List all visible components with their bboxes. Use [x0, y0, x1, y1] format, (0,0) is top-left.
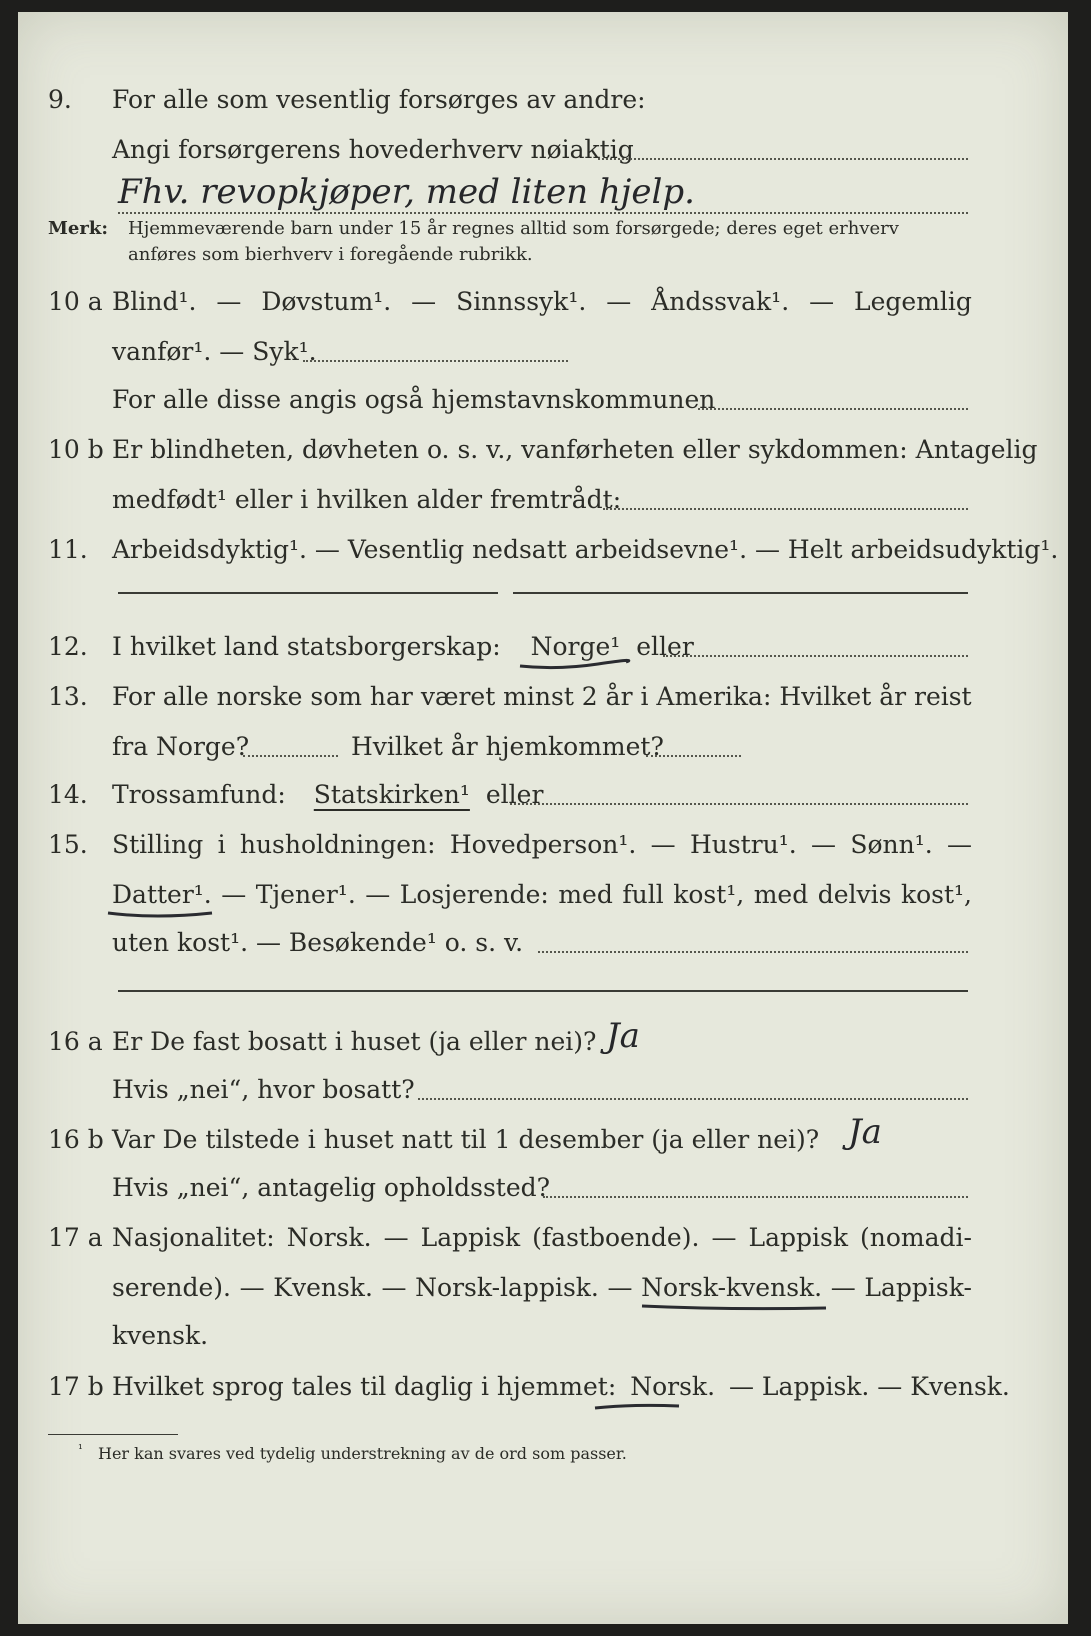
- word: —: [381, 1273, 407, 1302]
- q16a-handwritten-answer: Ja: [606, 1016, 640, 1056]
- q13-text1: For alle norske som har været minst 2 år i Amerika: Hvilket år reist: [112, 682, 972, 711]
- q13-year-right-line: [646, 755, 741, 757]
- q13-text2a: fra Norge?: [112, 732, 250, 761]
- q16a-dotted-line: [418, 1098, 968, 1100]
- q10b-dotted-line: [603, 508, 968, 510]
- word: serende).: [112, 1273, 231, 1302]
- q14-dotted-line: [510, 803, 968, 805]
- footnote-rule: [48, 1434, 178, 1435]
- word: Stilling: [112, 830, 204, 859]
- word: —: [606, 287, 632, 316]
- merk-note-line1: [48, 216, 899, 242]
- q15-options-line2: [112, 880, 972, 910]
- q17a-underline-mark: [640, 1302, 830, 1316]
- q15-underline-mark: [106, 907, 216, 921]
- q13-year-left-line: [243, 755, 338, 757]
- q16b-text2: Hvis „nei“, antagelig opholdssted?: [112, 1173, 551, 1202]
- footnote-text: Her kan svares ved tydelig understrekning av de ord som passer.: [98, 1444, 627, 1463]
- word: i: [217, 830, 226, 859]
- q16b-handwritten-answer: Ja: [848, 1112, 882, 1152]
- q11-number: 11.: [48, 535, 88, 564]
- q12-number: 12.: [48, 632, 88, 661]
- q17a-options-line2: [112, 1273, 972, 1303]
- q17b-post: — Lappisk. — Kvensk.: [728, 1372, 1010, 1401]
- footnote: [78, 1442, 627, 1463]
- word: —: [239, 1273, 265, 1302]
- word: —: [221, 880, 247, 909]
- q12-post: eller: [636, 632, 694, 661]
- word: Døvstum¹.: [261, 287, 392, 316]
- q10a-text2: vanfør¹. — Syk¹.: [112, 337, 317, 366]
- q17b-number: 17 b: [48, 1372, 104, 1401]
- q17b-underline-mark: [593, 1400, 683, 1414]
- q16a-text2: Hvis „nei“, hvor bosatt?: [112, 1075, 415, 1104]
- word: —: [365, 880, 391, 909]
- q14-number: 14.: [48, 780, 88, 809]
- word: Sønn¹.: [850, 830, 933, 859]
- word: Norsk-lappisk.: [415, 1273, 599, 1302]
- q17b-text: [112, 1372, 1010, 1402]
- word: Legemlig: [854, 287, 972, 316]
- word: —: [830, 1273, 856, 1302]
- q10a-hjemstavn-line: [698, 408, 968, 410]
- word: delvis: [817, 880, 892, 909]
- q12-underline-mark: [518, 658, 628, 672]
- word: Norsk-kvensk.: [641, 1273, 823, 1302]
- q10b-text2: medfødt¹ eller i hvilken alder fremtrådt:: [112, 485, 622, 514]
- word: Åndssvak¹.: [651, 287, 790, 316]
- q10b-number: 10 b: [48, 435, 104, 464]
- q11-text: Arbeidsdyktig¹. — Vesentlig nedsatt arbeidsevne¹. — Helt arbeidsudyktig¹.: [112, 535, 1059, 564]
- word: Datter¹.: [112, 880, 212, 909]
- q16a-text1: Er De fast bosatt i huset (ja eller nei)?: [112, 1027, 597, 1056]
- footnote-mark: ¹: [78, 1442, 83, 1456]
- word: Blind¹.: [112, 287, 197, 316]
- q14-option-statskirken: Statskirken¹: [313, 780, 470, 809]
- word: kost¹,: [900, 880, 972, 909]
- word: —: [809, 287, 835, 316]
- q13-number: 13.: [48, 682, 88, 711]
- q15-rule: [118, 990, 968, 992]
- q17b-pre: Hvilket sprog tales til daglig i hjemmet:: [112, 1372, 617, 1401]
- q16b-number: 16 b: [48, 1125, 104, 1154]
- word: —: [947, 830, 972, 859]
- word: Sinnssyk¹.: [456, 287, 587, 316]
- q12-option-norge: Norge¹: [530, 632, 621, 661]
- q12-pre: I hvilket land statsborgerskap:: [112, 632, 501, 661]
- q9-text: For alle som vesentlig forsørges av andre:: [112, 85, 646, 114]
- merk-text2: anføres som bierhverv i foregående rubrikk.: [128, 244, 533, 265]
- word: med: [753, 880, 809, 909]
- word: (fastboende).: [532, 1223, 700, 1252]
- q12-dotted-line: [663, 655, 968, 657]
- word: Tjener¹.: [255, 880, 356, 909]
- q10a-options: [112, 287, 972, 317]
- word: full: [622, 880, 664, 909]
- q10a-syk-line: [303, 360, 568, 362]
- word: Lappisk: [748, 1223, 848, 1252]
- q9-dotted-line: [598, 158, 968, 160]
- q17a-number: 17 a: [48, 1223, 103, 1252]
- word: Losjerende:: [399, 880, 549, 909]
- q11-rule-left: [118, 592, 498, 594]
- word: —: [811, 830, 837, 859]
- word: Hustru¹.: [689, 830, 797, 859]
- q10b-text1: Er blindheten, døvheten o. s. v., vanførheten eller sykdommen: Antagelig: [112, 435, 1038, 464]
- word: Norsk.: [286, 1223, 372, 1252]
- q9-answer-line: [118, 212, 968, 214]
- q14-text: [112, 780, 543, 810]
- q9-number: 9.: [48, 85, 72, 114]
- q16b-text1: Var De tilstede i huset natt til 1 desember (ja eller nei)?: [112, 1125, 820, 1154]
- q15-dotted-line: [538, 951, 968, 953]
- q15-options-line1: [112, 830, 972, 860]
- merk-label: Merk:: [48, 218, 108, 239]
- q15-text3: uten kost¹. — Besøkende¹ o. s. v.: [112, 928, 524, 957]
- word: kost¹,: [673, 880, 745, 909]
- q10a-text3: For alle disse angis også hjemstavnskommunen: [112, 385, 716, 414]
- q16a-number: 16 a: [48, 1027, 103, 1056]
- q17b-option-norsk: Norsk.: [630, 1372, 716, 1401]
- word: Lappisk-: [864, 1273, 972, 1302]
- q9-instruction: Angi forsørgerens hovederhverv nøiaktig: [112, 135, 634, 164]
- word: —: [607, 1273, 633, 1302]
- merk-text1: Hjemmeværende barn under 15 år regnes alltid som forsørgede; deres eget erhverv: [128, 218, 899, 239]
- word: med: [558, 880, 613, 909]
- q15-number: 15.: [48, 830, 88, 859]
- word: —: [383, 1223, 409, 1252]
- word: —: [216, 287, 242, 316]
- q17a-options-line1: [112, 1223, 972, 1253]
- q16b-dotted-line: [543, 1196, 968, 1198]
- q11-rule-right: [513, 592, 968, 594]
- word: husholdningen:: [239, 830, 436, 859]
- q13-text2b: Hvilket år hjemkommet?: [351, 732, 664, 761]
- word: —: [411, 287, 437, 316]
- word: Kvensk.: [273, 1273, 373, 1302]
- q14-post: eller: [485, 780, 544, 809]
- word: Nasjonalitet:: [112, 1223, 275, 1252]
- census-form-page: [18, 12, 1068, 1624]
- q17a-text3: kvensk.: [112, 1321, 209, 1350]
- word: —: [711, 1223, 737, 1252]
- word: Lappisk: [420, 1223, 521, 1252]
- q9-handwritten-answer: Fhv. revopkjøper, med liten hjelp.: [118, 172, 695, 212]
- q10a-number: 10 a: [48, 287, 103, 316]
- word: Hovedperson¹.: [449, 830, 637, 859]
- word: (nomadi-: [860, 1223, 972, 1252]
- word: —: [650, 830, 676, 859]
- q14-pre: Trossamfund:: [112, 780, 286, 809]
